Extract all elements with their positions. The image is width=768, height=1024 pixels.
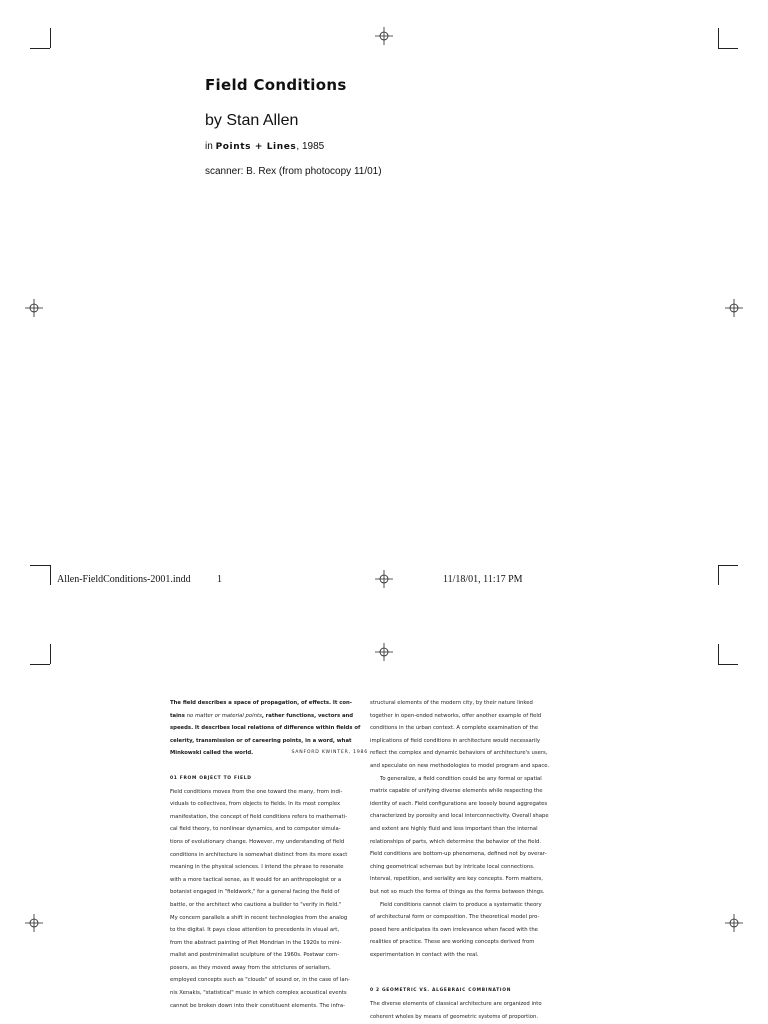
epigraph-line (170, 747, 368, 760)
registration-mark-icon (25, 914, 43, 932)
slug-filename: Allen-FieldConditions-2001.indd (57, 574, 191, 585)
text-line: My concern parallels a shift in recent technologies from the analog (170, 914, 348, 921)
crop-mark-mid-left-h (30, 565, 50, 566)
text-line: matrix capable of unifying diverse elements while respecting the (370, 788, 543, 795)
text-line: employed concepts such as "clouds" of sound or, in the case of Ian- (170, 977, 350, 984)
text-line: structural elements of the modern city, by their nature linked (370, 700, 533, 706)
text-line: and extent are highly fluid and less important than the internal (370, 825, 538, 832)
crop-mark-mid-right-h (718, 565, 738, 566)
crop-mark-p2-right-v (718, 644, 719, 664)
text-line: identity of each. Field configurations are loosely bound aggregates (370, 800, 548, 807)
text-line: together in open-ended networks, offer another example of field (370, 712, 542, 719)
section-heading: 01 FROM OBJECT TO FIELD (170, 775, 252, 781)
text-line: realities of practice. These are working concepts derived from (370, 939, 535, 946)
left-column (170, 697, 368, 1012)
text-line: reflect the complex and dynamic behaviors of architecture's users, (370, 750, 548, 757)
text-line: but not so much the forms of things as the forms between things. (370, 888, 545, 895)
registration-mark-icon (725, 914, 743, 932)
paragraph (370, 899, 582, 962)
epigraph-attribution: SANFORD KWINTER, 1986 (291, 750, 368, 756)
crop-mark-top-left-v (50, 28, 51, 48)
epigraph-text: Minkowski called the world. (170, 750, 254, 757)
text-line: tions of evolutionary change. However, my understanding of field (170, 838, 345, 845)
text-line: with a more tactical sense, as it would for an anthropologist or a (170, 876, 342, 883)
text-line: posers, as they moved away from the strictures of serialism, (170, 964, 331, 971)
epigraph-line: speeds. It describes local relations of difference within fields of (170, 725, 361, 732)
epigraph-text: , rather functions, vectors and (261, 712, 354, 719)
registration-mark-icon (375, 643, 393, 661)
text-line: conditions in architecture is somewhat distinct from its more exact (170, 851, 348, 858)
text-line: posed here anticipates its own irrelevance when faced with the (370, 926, 538, 933)
text-line: botanist engaged in "fieldwork," for a general facing the field of (170, 889, 340, 896)
text-line: ching geometrical schemas but by intricate local connections. (370, 863, 535, 870)
registration-mark-icon (375, 27, 393, 45)
paragraph (370, 773, 582, 899)
text-line: manifestation, the concept of field conditions refers to mathemati- (170, 813, 348, 820)
text-line: Field conditions are bottom-up phenomena, defined not by overar- (370, 851, 547, 858)
text-line: malist and postminimalist sculpture of the 1960s. Postwar com- (170, 952, 340, 959)
text-line: characterized by porosity and local interconnectivity. Overall shape (370, 813, 549, 820)
author-line: by Stan Allen (205, 112, 299, 129)
source-line (205, 141, 324, 152)
text-line: viduals to collectives, from objects to fields. In its most complex (170, 801, 341, 808)
paragraph (370, 697, 582, 773)
text-line: Field conditions cannot claim to produce a systematic theory (380, 901, 542, 908)
paragraph (370, 998, 582, 1023)
text-line: and speculate on new methodologies to model program and space. (370, 762, 550, 769)
registration-mark-icon (375, 570, 393, 588)
section1-body (170, 786, 368, 1013)
crop-mark-p2-left-h (30, 664, 50, 665)
text-line: of architectural form or composition. The theoretical model pro- (370, 914, 540, 921)
text-line: cannot be broken down into their constituent elements. The infra- (170, 1002, 346, 1009)
crop-mark-top-right-h (718, 48, 738, 49)
registration-mark-icon (725, 299, 743, 317)
text-line: coherent wholes by means of geometric systems of proportion. (370, 1013, 539, 1020)
crop-mark-mid-right-v (718, 565, 719, 585)
source-book: Points + Lines (215, 142, 297, 152)
right-column (370, 697, 582, 1023)
source-year: , 1985 (296, 141, 325, 152)
page-title: Field Conditions (205, 76, 347, 94)
crop-mark-p2-left-v (50, 644, 51, 664)
text-line: relationships of parts, which determine the behavior of the field. (370, 838, 542, 845)
epigraph-line (170, 710, 368, 723)
slug-page-number: 1 (217, 574, 222, 585)
slug-timestamp: 11/18/01, 11:17 PM (443, 574, 523, 585)
crop-mark-p2-right-h (718, 664, 738, 665)
scanner-credit: scanner: B. Rex (from photocopy 11/01) (205, 166, 382, 177)
source-prefix: in (205, 141, 216, 152)
text-line: experimentation in contact with the real. (370, 951, 479, 958)
text-line: cal field theory, to nonlinear dynamics, and to computer simula- (170, 826, 341, 833)
text-line: Field conditions moves from the one toward the many, from indi- (170, 788, 343, 795)
text-line: Interval, repetition, and seriality are key concepts. Form matters, (370, 876, 543, 883)
section-heading: 0 2 GEOMETRIC VS. ALGEBRAIC COMBINATION (370, 988, 512, 994)
epigraph-text: tains (170, 712, 187, 719)
text-line: from the abstract painting of Piet Mondrian in the 1920s to mini- (170, 939, 342, 946)
text-line: conditions in the urban context. A complete examination of the (370, 725, 539, 732)
registration-mark-icon (25, 299, 43, 317)
epigraph-italic: no matter or material points (186, 712, 262, 719)
crop-mark-top-right-v (718, 28, 719, 48)
text-line: To generalize, a field condition could be any formal or spatial (380, 775, 542, 782)
crop-mark-top-left-h (30, 48, 50, 49)
epigraph-line: celerity, transmission or of careering points, in a word, what (170, 737, 352, 744)
text-line: meaning in the physical sciences. I intend the phrase to resonate (170, 864, 344, 871)
text-line: battle, or the architect who cautions a builder to "verify in field." (170, 901, 342, 908)
epigraph-line: The field describes a space of propagation, of effects. It con- (170, 700, 353, 706)
text-line: to the digital. It pays close attention to precedents in visual art, (170, 927, 340, 934)
text-line: The diverse elements of classical architecture are organized into (370, 1001, 542, 1008)
epigraph (170, 697, 368, 760)
text-line: implications of field conditions in architecture would necessarily (370, 737, 541, 744)
text-line: nis Xenakis, "statistical" music in which complex acoustical events (170, 990, 347, 997)
crop-mark-mid-left-v (50, 565, 51, 585)
